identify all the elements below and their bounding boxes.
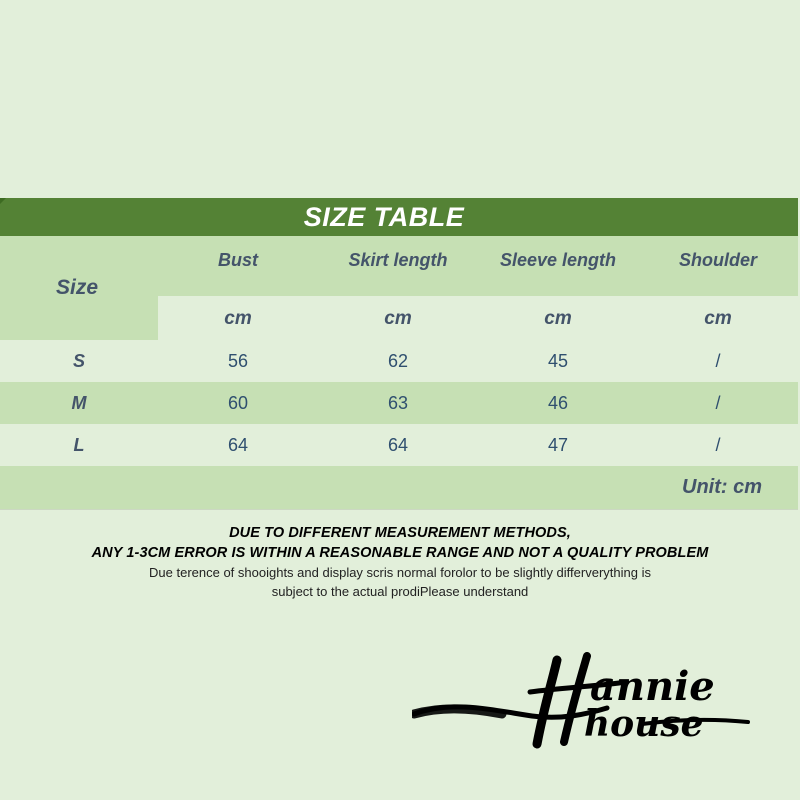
table-row: [0, 382, 798, 424]
column-header-skirt-length: Skirt length: [348, 250, 448, 270]
size-cell: S: [72, 350, 85, 371]
svg-text:annie: annie: [590, 663, 715, 710]
unit-headers: [158, 308, 798, 330]
column-header-sleeve-length: Sleeve length: [499, 250, 617, 270]
unit-bust: cm: [224, 308, 252, 329]
svg-text:house: house: [584, 703, 704, 745]
size-cell: M: [71, 392, 87, 413]
column-headers: [158, 250, 798, 271]
shoulder-cell: /: [715, 434, 721, 455]
bust-cell: 60: [227, 392, 249, 413]
size-table: [0, 198, 798, 510]
measurement-notes: [0, 523, 800, 601]
disclaimer-line-1: Due terence of shooights and display scris normal forolor to be slightly differverything is: [149, 565, 651, 580]
unit-sleeve-length: cm: [544, 308, 572, 329]
sleeve-length-cell: 45: [547, 350, 569, 371]
sleeve-length-cell: 47: [547, 434, 569, 455]
skirt-length-cell: 63: [387, 392, 409, 413]
size-table-title-bar: [0, 198, 798, 236]
sleeve-length-cell: 46: [547, 392, 569, 413]
size-table-title: SIZE TABLE: [303, 201, 465, 232]
bust-cell: 56: [227, 350, 249, 371]
table-row: [0, 340, 798, 382]
shoulder-cell: /: [715, 350, 721, 371]
unit-skirt-length: cm: [384, 308, 412, 329]
warning-line-2: ANY 1-3CM ERROR IS WITHIN A REASONABLE RANGE AND NOT A QUALITY PROBLEM: [91, 545, 709, 561]
table-header: [0, 236, 798, 340]
unit-shoulder: cm: [704, 308, 732, 329]
size-cell: L: [73, 434, 85, 455]
title-corner-mark: [0, 198, 6, 204]
shoulder-cell: /: [715, 392, 721, 413]
unit-note: Unit: cm: [682, 476, 762, 498]
size-column-header: Size: [55, 276, 99, 299]
hannie-house-logo: [412, 652, 752, 752]
skirt-length-cell: 62: [387, 350, 409, 371]
unit-note-row: [0, 466, 798, 510]
column-header-shoulder: Shoulder: [678, 250, 757, 270]
disclaimer-line-2: subject to the actual prodiPlease understand: [271, 584, 529, 599]
table-row: [0, 424, 798, 466]
bust-cell: 64: [227, 434, 249, 455]
skirt-length-cell: 64: [387, 434, 409, 455]
column-header-bust: Bust: [218, 250, 258, 270]
warning-line-1: DUE TO DIFFERENT MEASUREMENT METHODS,: [229, 525, 571, 541]
